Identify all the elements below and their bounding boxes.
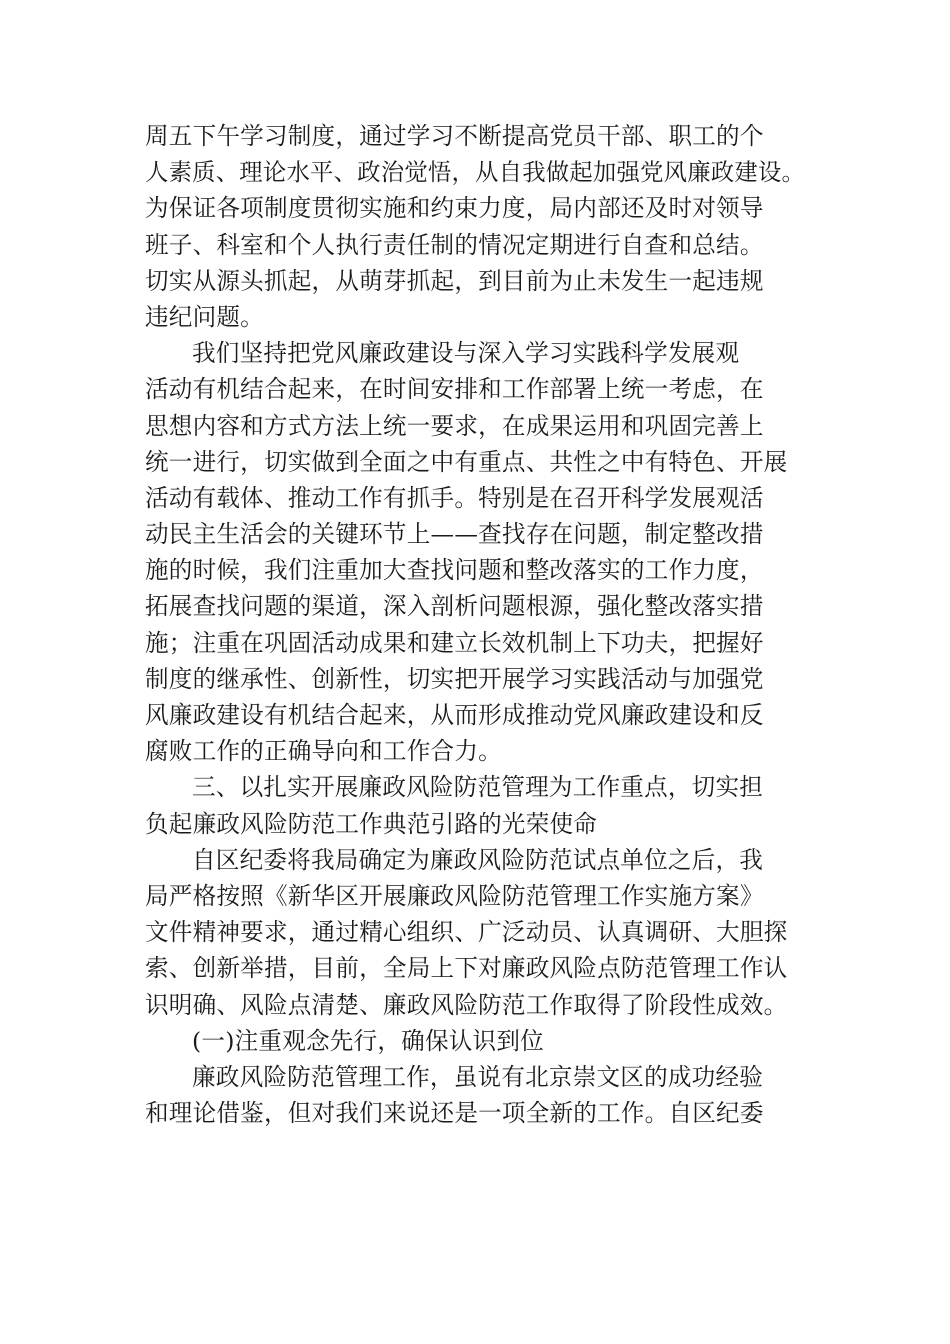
text-line: 拓展查找问题的渠道，深入剖析问题根源，强化整改落实措 bbox=[145, 592, 764, 621]
text-line: 制度的继承性、创新性，切实把开展学习实践活动与加强党 bbox=[145, 664, 764, 693]
text-line: 班子、科室和个人执行责任制的情况定期进行自查和总结。 bbox=[145, 230, 764, 259]
text-line: 周五下午学习制度，通过学习不断提高党员干部、职工的个 bbox=[145, 122, 764, 150]
text-line: 识明确、风险点清楚、廉政风险防范工作取得了阶段性成效。 bbox=[145, 990, 788, 1019]
text-line: 活动有机结合起来，在时间安排和工作部署上统一考虑，在 bbox=[145, 375, 764, 404]
text-line: 动民主生活会的关键环节上——查找存在问题，制定整改措 bbox=[145, 520, 764, 549]
text-line: 我们坚持把党风廉政建设与深入学习实践科学发展观 bbox=[192, 339, 740, 368]
text-line: 施的时候，我们注重加大查找问题和整改落实的工作力度， bbox=[145, 556, 764, 585]
text-line: 索、创新举措，目前，全局上下对廉政风险点防范管理工作认 bbox=[145, 954, 788, 983]
text-line: 为保证各项制度贯彻实施和约束力度，局内部还及时对领导 bbox=[145, 194, 764, 223]
text-line: 自区纪委将我局确定为廉政风险防范试点单位之后，我 bbox=[192, 845, 764, 874]
text-line: 文件精神要求，通过精心组织、广泛动员、认真调研、大胆探 bbox=[145, 918, 788, 947]
text-line: 违纪问题。 bbox=[145, 302, 264, 331]
text-line: 三、以扎实开展廉政风险防范管理为工作重点，切实担 bbox=[192, 773, 764, 802]
text-line: 施；注重在巩固活动成果和建立长效机制上下功夫，把握好 bbox=[145, 628, 764, 657]
body-text bbox=[145, 118, 805, 1131]
text-line: 切实从源头抓起，从萌芽抓起，到目前为止未发生一起违规 bbox=[145, 266, 764, 295]
text-line: 腐败工作的正确导向和工作合力。 bbox=[145, 737, 502, 766]
text-line: (一)注重观念先行，确保认识到位 bbox=[192, 1026, 544, 1055]
text-line: 活动有载体、推动工作有抓手。特别是在召开科学发展观活 bbox=[145, 483, 764, 512]
text-line: 思想内容和方式方法上统一要求，在成果运用和巩固完善上 bbox=[145, 411, 764, 440]
text-line: 负起廉政风险防范工作典范引路的光荣使命 bbox=[145, 809, 598, 838]
text-line: 廉政风险防范管理工作，虽说有北京崇文区的成功经验 bbox=[192, 1062, 764, 1091]
text-line: 局严格按照《新华区开展廉政风险防范管理工作实施方案》 bbox=[145, 881, 764, 910]
text-line: 人素质、理论水平、政治觉悟，从自我做起加强党风廉政建设。 bbox=[145, 158, 806, 187]
text-line: 统一进行，切实做到全面之中有重点、共性之中有特色、开展 bbox=[145, 447, 788, 476]
text-line: 风廉政建设有机结合起来，从而形成推动党风廉政建设和反 bbox=[145, 701, 764, 729]
text-line: 和理论借鉴，但对我们来说还是一项全新的工作。自区纪委 bbox=[145, 1099, 764, 1128]
